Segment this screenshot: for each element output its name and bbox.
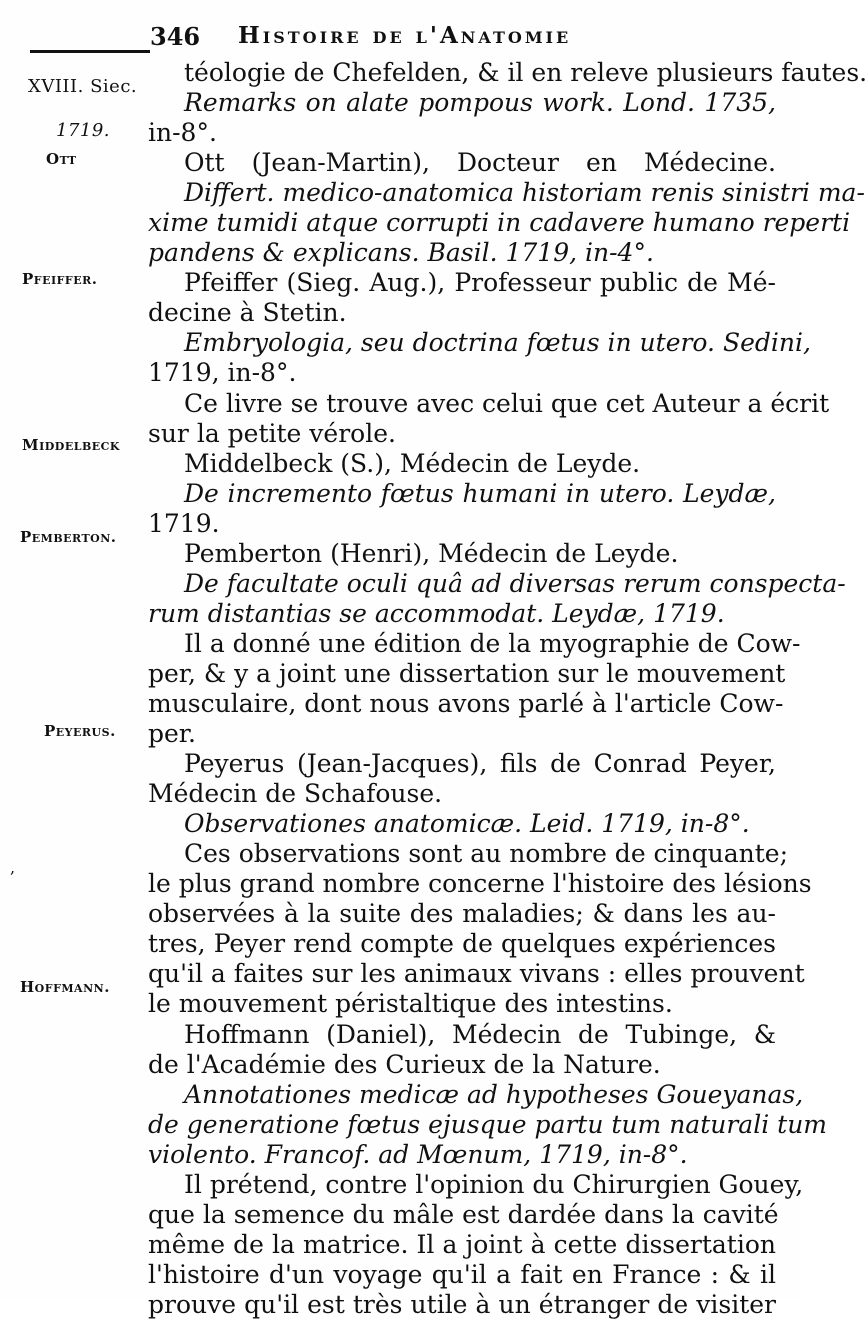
text-line: pandens & explicans. Basil. 1719, in-4°. — [148, 238, 654, 268]
margin-note-pfeiffer: Pfeiffer. — [22, 270, 98, 288]
margin-note-peyerus: Peyerus. — [44, 722, 116, 740]
header-rule — [30, 50, 150, 53]
text-line: violento. Francof. ad Mœnum, 1719, in-8°. — [148, 1139, 688, 1169]
text-line: musculaire, dont nous avons parlé à l'article Cow- — [148, 688, 784, 718]
text-line: le plus grand nombre concerne l'histoire des lésions — [148, 869, 812, 899]
text-line: même de la matrice. Il a joint à cette dissertation — [148, 1229, 776, 1259]
header-title: Histoire de l'Anatomie — [238, 22, 572, 49]
text-line: Observationes anatomicæ. Leid. 1719, in-8°. — [184, 809, 750, 839]
text-line: Embryologia, seu doctrina fœtus in utero. Sedini, — [184, 328, 811, 358]
text-line: observées à la suite des maladies; & dans les au- — [148, 899, 776, 929]
margin-note-hoffmann: Hoffmann. — [20, 978, 110, 996]
text-line: Pemberton (Henri), Médecin de Leyde. — [184, 538, 679, 568]
text-line: per, & y a joint une dissertation sur le mouvement — [148, 658, 786, 688]
text-line: téologie de Chefelden, & il en releve plusieurs fautes. — [184, 58, 867, 87]
stray-mark: , — [10, 858, 16, 877]
text-line: Annotationes medicæ ad hypotheses Goueyanas, — [184, 1079, 804, 1109]
text-line: sur la petite vérole. — [148, 418, 396, 448]
text-line: Il a donné une édition de la myographie de Cow- — [184, 628, 801, 658]
text-line: Ce livre se trouve avec celui que cet Auteur a écrit — [184, 388, 830, 418]
text-line: decine à Stetin. — [148, 298, 347, 328]
text-line: Ces observations sont au nombre de cinquante; — [184, 839, 789, 869]
text-line: tres, Peyer rend compte de quelques expériences — [148, 929, 776, 959]
text-line: Middelbeck (S.), Médecin de Leyde. — [184, 448, 641, 478]
text-line: Médecin de Schafouse. — [148, 779, 443, 809]
text-line: Il prétend, contre l'opinion du Chirurgien Gouey, — [184, 1169, 804, 1199]
text-line: Pfeiffer (Sieg. Aug.), Professeur public de Mé- — [184, 268, 776, 298]
text-line: que la semence du mâle est dardée dans la cavité — [148, 1199, 779, 1229]
margin-note-pemberton: Pemberton. — [20, 528, 117, 546]
margin-year-note: 1719. — [56, 120, 111, 141]
text-line: Hoffmann (Daniel), Médecin de Tubinge, & — [184, 1019, 776, 1049]
text-line: De facultate oculi quâ ad diversas rerum conspecta- — [184, 568, 846, 598]
text-line: Ott (Jean-Martin), Docteur en Médecine. — [184, 148, 776, 178]
text-line: prouve qu'il est très utile à un étranger de visiter — [148, 1289, 776, 1319]
text-line: qu'il a faites sur les animaux vivans : elles prouvent — [148, 959, 805, 989]
running-head — [0, 14, 800, 54]
margin-note-middelbeck: Middelbeck — [22, 436, 120, 454]
page-number: 346 — [150, 22, 201, 51]
text-line: in-8°. — [148, 118, 217, 148]
text-line: 1719, in-8°. — [148, 358, 297, 388]
margin-note-ott: Ott — [46, 150, 77, 168]
text-line: De incremento fœtus humani in utero. Leydæ, — [184, 478, 776, 508]
text-line: 1719. — [148, 508, 220, 538]
text-line: Differt. medico-anatomica historiam renis sinistri ma- — [184, 178, 865, 208]
text-line: de l'Académie des Curieux de la Nature. — [148, 1049, 661, 1079]
text-line: xime tumidi atque corrupti in cadavere humano reperti — [148, 208, 851, 238]
text-line: le mouvement péristaltique des intestins. — [148, 989, 673, 1019]
text-line: rum distantias se accommodat. Leydæ, 1719. — [148, 598, 725, 628]
text-line: per. — [148, 719, 196, 749]
margin-century-note: XVIII. Siec. — [28, 76, 138, 97]
text-line: de generatione fœtus ejusque partu tum naturali tum — [148, 1109, 828, 1139]
text-line: l'histoire d'un voyage qu'il a fait en France : & il — [148, 1259, 776, 1289]
text-column — [148, 58, 867, 1320]
text-line: Peyerus (Jean-Jacques), fils de Conrad Peyer, — [184, 749, 776, 779]
text-line: Remarks on alate pompous work. Lond. 1735, — [184, 88, 776, 118]
